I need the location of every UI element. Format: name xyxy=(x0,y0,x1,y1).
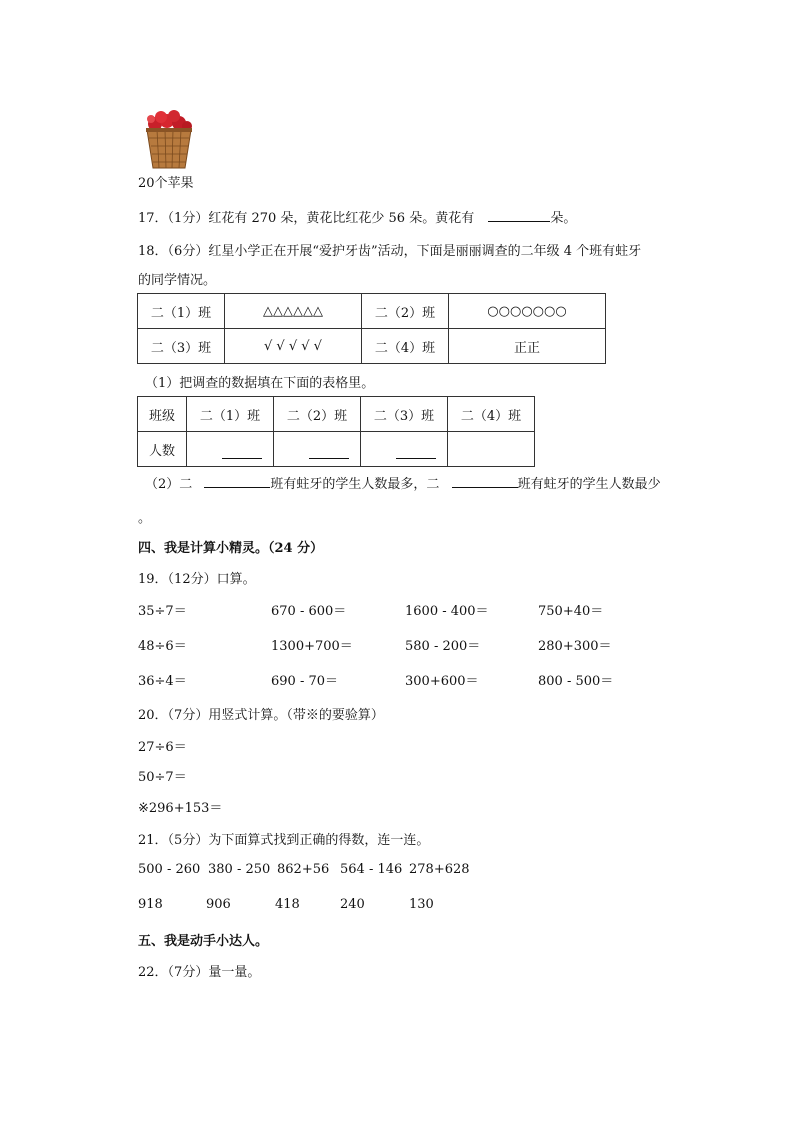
vertical-calc-item: 50÷7＝ xyxy=(138,770,187,785)
q17-text: 17．（1分）红花有 270 朵，黄花比红花少 56 朵。黄花有 xyxy=(138,211,475,226)
calc-item: 1600 - 400＝ xyxy=(405,604,489,619)
q17-suffix: 朵。 xyxy=(550,211,577,226)
answer-cell[interactable] xyxy=(274,432,361,467)
table-header: 二（4）班 xyxy=(448,397,535,432)
q18-sub1: （1）把调查的数据填在下面的表格里。 xyxy=(145,376,375,391)
survey-class-label: 二（3）班 xyxy=(138,329,225,364)
calc-item: 670 - 600＝ xyxy=(271,604,347,619)
survey-marks: ○○○○○○○ xyxy=(449,294,606,329)
expression-item[interactable]: 500 - 260 xyxy=(138,862,201,877)
q18-sub2-a: （2）二 xyxy=(145,477,193,492)
vertical-calc-item: 27÷6＝ xyxy=(138,740,187,755)
survey-marks: √ √ √ √ √ xyxy=(225,329,362,364)
table-header: 二（2）班 xyxy=(274,397,361,432)
calc-item: 580 - 200＝ xyxy=(405,639,481,654)
survey-marks: △△△△△△ xyxy=(225,294,362,329)
q18-line2: 的同学情况。 xyxy=(138,273,217,288)
expression-item[interactable]: 278+628 xyxy=(409,862,470,877)
table-header: 二（1）班 xyxy=(187,397,274,432)
q17-answer-blank[interactable] xyxy=(488,221,550,222)
most-class-blank[interactable] xyxy=(204,487,270,488)
calc-item: 35÷7＝ xyxy=(138,604,187,619)
q22-title: 22．（7分）量一量。 xyxy=(138,965,261,980)
q18-line1: 18．（6分）红星小学正在开展“爱护牙齿”活动，下面是丽丽调查的二年级 4 个班有蛀牙 xyxy=(138,244,642,259)
table-header: 班级 xyxy=(138,397,187,432)
row-label: 人数 xyxy=(138,432,187,467)
calc-item: 690 - 70＝ xyxy=(271,674,339,689)
section-4-heading: 四、我是计算小精灵。（24 分） xyxy=(138,541,324,556)
answer-blank[interactable] xyxy=(309,444,349,459)
q19-title: 19．（12分）口算。 xyxy=(138,572,256,587)
table-header: 二（3）班 xyxy=(361,397,448,432)
answer-cell[interactable] xyxy=(448,432,535,467)
answer-item[interactable]: 918 xyxy=(138,897,163,912)
section-5-heading: 五、我是动手小达人。 xyxy=(138,934,269,949)
answer-item[interactable]: 418 xyxy=(275,897,300,912)
survey-class-label: 二（2）班 xyxy=(362,294,449,329)
answer-blank[interactable] xyxy=(222,444,262,459)
calc-item: 48÷6＝ xyxy=(138,639,187,654)
calc-item: 300+600＝ xyxy=(405,674,479,689)
q18-sub2 xyxy=(145,473,661,492)
q18-sub2-b: 班有蛀牙的学生人数最多，二 xyxy=(270,477,440,492)
calc-item: 750+40＝ xyxy=(538,604,604,619)
answer-item[interactable]: 906 xyxy=(206,897,231,912)
apple-basket-image xyxy=(143,110,195,170)
answer-cell[interactable] xyxy=(361,432,448,467)
survey-class-label: 二（1）班 xyxy=(138,294,225,329)
survey-class-label: 二（4）班 xyxy=(362,329,449,364)
expression-item[interactable]: 564 - 146 xyxy=(340,862,403,877)
survey-table xyxy=(137,293,606,364)
question-17 xyxy=(138,207,576,226)
answer-item[interactable]: 130 xyxy=(409,897,434,912)
table-row xyxy=(138,329,606,364)
answer-cell[interactable] xyxy=(187,432,274,467)
survey-marks: 正正 xyxy=(449,329,606,364)
expression-item[interactable]: 862+56 xyxy=(277,862,330,877)
answer-item[interactable]: 240 xyxy=(340,897,365,912)
q18-sub2-end: 。 xyxy=(138,511,152,526)
apple-caption: 20个苹果 xyxy=(138,176,194,191)
calc-item: 800 - 500＝ xyxy=(538,674,614,689)
calc-item: 280+300＝ xyxy=(538,639,612,654)
calc-item: 36÷4＝ xyxy=(138,674,187,689)
table-row xyxy=(138,397,535,432)
q21-title: 21．（5分）为下面算式找到正确的得数，连一连。 xyxy=(138,833,430,848)
vertical-calc-item: ※296+153＝ xyxy=(138,801,223,816)
answer-table xyxy=(137,396,535,467)
answer-blank[interactable] xyxy=(396,444,436,459)
q18-sub2-c: 班有蛀牙的学生人数最少 xyxy=(517,477,661,492)
calc-item: 1300+700＝ xyxy=(271,639,353,654)
table-row xyxy=(138,432,535,467)
expression-item[interactable]: 380 - 250 xyxy=(208,862,271,877)
table-row xyxy=(138,294,606,329)
q20-title: 20．（7分）用竖式计算。（带※的要验算） xyxy=(138,708,384,723)
least-class-blank[interactable] xyxy=(452,487,518,488)
